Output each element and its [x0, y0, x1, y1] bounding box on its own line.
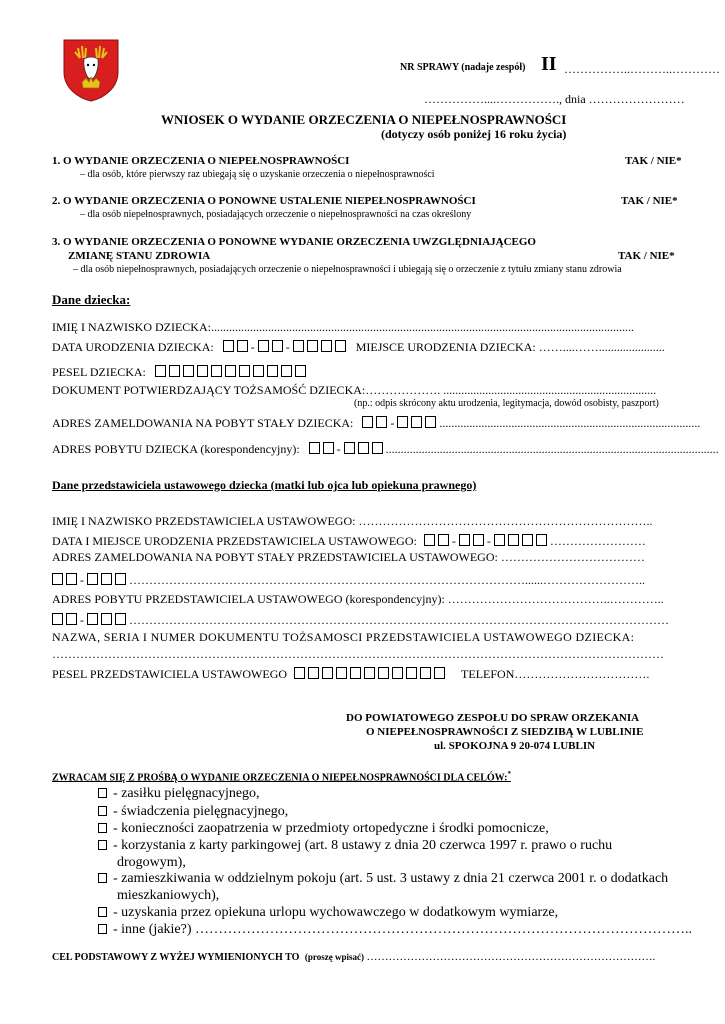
child-address-row: [52, 416, 700, 431]
option-2-note: – dla osób niepełnosprawnych, posiadających orzeczenie o niepełnosprawności na czas określony: [80, 209, 472, 220]
purposes-heading: ZWRACAM SIĘ Z PROŚBĄ O WYDANIE ORZECZENIA O NIEPEŁNOSPRAWNOŚCI DLA CELÓW:*: [52, 770, 511, 784]
guardian-pesel-row: [52, 667, 649, 682]
guardian-address-field[interactable]: ………………………………………………………………………………………......……………………..: [129, 573, 645, 587]
child-dob-row: [52, 340, 665, 355]
child-birthplace-field[interactable]: MIEJSCE URODZENIA DZIECKA: ……....……......................: [355, 340, 665, 354]
recipient-line-3: ul. SPOKOJNA 9 20-074 LUBLIN: [434, 740, 596, 752]
child-address-field[interactable]: .......................................................................................: [439, 416, 701, 430]
child-pesel-boxes[interactable]: [155, 365, 309, 380]
purpose-item[interactable]: - inne (jakie?) ……………………………………………………………………………………………..: [98, 922, 692, 938]
guardian-document-field[interactable]: ………………………………………………………………………………………………………………………………………: [52, 647, 664, 661]
guardian-dob-field[interactable]: ……………………: [549, 534, 646, 548]
city-crest-logo: [62, 38, 120, 102]
child-address2-postcode-boxes[interactable]: -: [309, 442, 386, 457]
purpose-item-cont: mieszkaniowych),: [117, 888, 220, 903]
guardian-address-label: ADRES ZAMELDOWANIA NA POBYT STAŁY PRZEDSTAWICIELA USTAWOWEGO: ………………………………: [52, 550, 645, 564]
recipient-line-1: DO POWIATOWEGO ZESPOŁU DO SPRAW ORZEKANIA: [346, 712, 640, 724]
purpose-item-cont: drogowym),: [117, 855, 186, 870]
checkbox[interactable]: [98, 823, 107, 833]
guardian-pesel-label: PESEL PRZEDSTAWICIELA USTAWOWEGO: [52, 667, 288, 681]
option-3-title: 3. O WYDANIE ORZECZENIA O PONOWNE WYDANIE ORZECZENIA UWZGLĘDNIAJĄCEGO: [52, 236, 536, 248]
checkbox[interactable]: [98, 873, 107, 883]
main-purpose-row: [52, 951, 655, 963]
guardian-section-heading: Dane przedstawiciela ustawowego dziecka (matki lub ojca lub opiekuna prawnego): [52, 478, 477, 492]
main-purpose-label: CEL PODSTAWOWY Z WYŻEJ WYMIENIONYCH TO: [52, 952, 300, 963]
option-3-tak-nie[interactable]: TAK / NIE*: [618, 250, 675, 262]
page-title: WNIOSEK O WYDANIE ORZECZENIA O NIEPEŁNOSPRAWNOŚCI: [161, 112, 567, 127]
checkbox[interactable]: [98, 924, 107, 934]
option-2-title: 2. O WYDANIE ORZECZENIA O PONOWNE USTALENIE NIEPEŁNOSPRAWNOŚCI: [52, 195, 476, 207]
guardian-address2-field[interactable]: ………………………………………………………………………………………………………………………: [129, 613, 669, 627]
case-number-field[interactable]: ……………..………..…………: [564, 62, 720, 76]
child-name-field[interactable]: IMIĘ I NAZWISKO DZIECKA:.............................................................................................................................................: [52, 320, 634, 334]
purpose-item[interactable]: - uzyskania przez opiekuna urlopu wychowawczego w dodatkowym wymiarze,: [98, 905, 558, 921]
option-1-title: 1. O WYDANIE ORZECZENIA O NIEPEŁNOSPRAWNOŚCI: [52, 155, 350, 167]
child-address2-field[interactable]: ...............................................................................................................: [385, 442, 719, 456]
checkbox[interactable]: [98, 907, 107, 917]
option-1-note: – dla osób, które pierwszy raz ubiegają się o uzyskanie orzeczenia o niepełnosprawności: [80, 169, 435, 180]
recipient-line-2: O NIEPEŁNOSPRAWNOŚCI Z SIEDZIBĄ W LUBLINIE: [366, 726, 644, 738]
case-number-label: NR SPRAWY (nadaje zespół): [400, 62, 526, 73]
child-document-field[interactable]: DOKUMENT POTWIERDZAJĄCY TOŻSAMOŚĆ DZIECKA:………………. .......................................................................: [52, 383, 657, 397]
checkbox[interactable]: [98, 840, 107, 850]
guardian-phone-field[interactable]: TELEFON…………………………….: [461, 667, 650, 681]
guardian-document-label: NAZWA, SERIA I NUMER DOKUMENTU TOŻSAMOSCI PRZEDSTAWICIELA USTAWOWEGO DZIECKA:: [52, 630, 635, 644]
guardian-dob-boxes[interactable]: - -: [424, 534, 550, 549]
option-3-title-cont: ZMIANĘ STANU ZDROWIA: [68, 250, 211, 262]
guardian-address-row: [52, 573, 645, 588]
guardian-dob-label: DATA I MIEJSCE URODZENIA PRZEDSTAWICIELA USTAWOWEGO:: [52, 534, 417, 548]
child-address-label: ADRES ZAMELDOWANIA NA POBYT STAŁY DZIECKA:: [52, 416, 354, 430]
checkbox[interactable]: [98, 788, 107, 798]
child-dob-label: DATA URODZENIA DZIECKA:: [52, 340, 214, 354]
main-purpose-hint: (proszę wpisać): [304, 952, 364, 962]
date-line[interactable]: ……………....……………., dnia ……………………: [424, 92, 685, 106]
main-purpose-field[interactable]: …………………………………………………………………….: [366, 951, 656, 963]
child-section-heading: Dane dziecka:: [52, 292, 131, 307]
child-address-postcode-boxes[interactable]: -: [362, 416, 439, 431]
page-subtitle: (dotyczy osób poniżej 16 roku życia): [381, 127, 567, 141]
guardian-address2-postcode-boxes[interactable]: -: [52, 613, 129, 628]
guardian-address-postcode-boxes[interactable]: -: [52, 573, 129, 588]
purpose-item[interactable]: - zasiłku pielęgnacyjnego,: [98, 786, 260, 802]
child-address2-row: [52, 442, 719, 457]
guardian-name-field[interactable]: IMIĘ I NAZWISKO PRZEDSTAWICIELA USTAWOWEGO: ………………………………………………………………..: [52, 514, 653, 528]
option-3-note: – dla osób niepełnosprawnych, posiadających orzeczenie o niepełnosprawności i ubiegają się o orzeczenie z tytułu zmiany stanu zdrowia: [73, 264, 622, 275]
purpose-item[interactable]: - świadczenia pielęgnacyjnego,: [98, 804, 288, 820]
guardian-dob-row: [52, 534, 646, 549]
case-number-roman: II: [541, 53, 557, 75]
child-pesel-label: PESEL DZIECKA:: [52, 365, 146, 379]
checkbox[interactable]: [98, 806, 107, 816]
option-2-tak-nie[interactable]: TAK / NIE*: [621, 195, 678, 207]
child-dob-boxes[interactable]: - -: [223, 340, 349, 355]
child-pesel-row: [52, 365, 309, 380]
purpose-item[interactable]: - korzystania z karty parkingowej (art. 8 ustawy z dnia 20 czerwca 1997 r. prawo o ruchu: [98, 838, 612, 854]
child-document-note: (np.: odpis skrócony aktu urodzenia, legitymacja, dowód osobisty, paszport): [354, 398, 659, 409]
option-1-tak-nie[interactable]: TAK / NIE*: [625, 155, 682, 167]
child-address2-label: ADRES POBYTU DZIECKA (korespondencyjny):: [52, 442, 300, 456]
guardian-address2-row: [52, 613, 669, 628]
guardian-address2-label: ADRES POBYTU PRZEDSTAWICIELA USTAWOWEGO (korespondencyjny): …………………………………..…………..: [52, 592, 664, 606]
purpose-item[interactable]: - zamieszkiwania w oddzielnym pokoju (art. 5 ust. 3 ustawy z dnia 21 czerwca 2001 r. o dodatkach: [98, 871, 668, 887]
purpose-item[interactable]: - konieczności zaopatrzenia w przedmioty ortopedyczne i środki pomocnicze,: [98, 821, 549, 837]
guardian-pesel-boxes[interactable]: [294, 667, 448, 682]
